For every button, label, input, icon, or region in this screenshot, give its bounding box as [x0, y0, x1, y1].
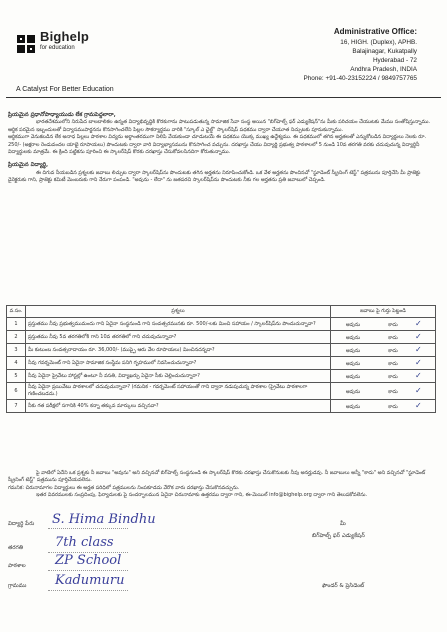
paragraph: ఆర్థికముగా వెనుకబడిన లేక అనాధ పిల్లలు పాఠశాల విద్యను అర్థాంతరముగా నిలిపి వేయకుండా చూడుటయే ఈ పథకము యొక్క ముఖ్య ఉద్దేశ్యము. ఈ పథకములో తగిన అర్హతలతో ఎన్నుకోబడిన విద్యార్థులు నెలకు రూ. 250/- (అక్షరాల రెండువందల యాభై రూపాయలు) పొందుటకు ద్వారా వారి విద్యాభ్యాసమును కొనసాగించ వచ్చును. దరఖాస్తు చేయు విద్యార్థి ప్రభుత్వ పాఠశాలలో 5 నుండి 10వ తరగతి వరకు చదువుచున్న విద్యార్థినీ విద్యార్థులకు మాత్రమే. ఈ క్రింది పట్టికను పూరించి ఈ స్కాలర్‌షిప్ కొరకు దరఖాస్తు చేసుకోవలసినదిగా కోరుతున్నాము.: [8, 134, 427, 156]
row-number: 7: [7, 400, 26, 413]
note: గమనిక: చిరునామాగల విద్యార్థులు ఈ అర్హత పరిధిలో పత్రములను నింపకూడదు వేరొక వారు దరఖాస్తు చేసుకొనవచ్చును.: [8, 484, 240, 491]
checkmark-icon: ✓: [415, 332, 422, 341]
screening-table: [6, 305, 436, 413]
village-label: గ్రామము: [8, 583, 27, 589]
note: ఇతర వివరములకు సంప్రదింపు, ఫిర్యాదులకు పై సందర్భాలమున ఏదైనా చిరునామాకు ఉత్తరము ద్వారా గాని, ఈ-మెయిల్ info@bighelp.org ద్వారా గాని తెలుపకోవలెను.: [36, 492, 368, 499]
brand-subtitle: for education: [40, 45, 75, 51]
checkmark-icon: ✓: [415, 371, 422, 380]
option-no[interactable]: కాదు: [388, 361, 398, 367]
office-line: 16, HIGH. (Duplex), APHB.: [340, 39, 417, 46]
question-text: ప్రస్తుతము నీవు ప్రభుత్వముమందు గాని ఏదైనా సంస్థనుండి గాని సంవత్సరమునకు రూ. 500/-లకు మించి సహాయం / స్కాలర్‌షిప్‌ను పొందుచున్నావా?: [26, 318, 331, 331]
option-no[interactable]: కాదు: [388, 404, 398, 410]
answer-options: [331, 370, 436, 383]
option-yes[interactable]: అవును: [345, 389, 361, 395]
answer-options: [331, 357, 436, 370]
question-text: నీకు గత పరీక్షలో సగానికి 40% కన్నా తక్కువ మార్కులు వచ్చినవా?: [26, 400, 331, 413]
checkmark-icon: ✓: [415, 345, 422, 354]
row-number: 1: [7, 318, 26, 331]
option-yes[interactable]: అవును: [345, 361, 361, 367]
option-yes[interactable]: అవును: [345, 348, 361, 354]
brand-name: Bighelp: [40, 29, 90, 44]
salutation-student: ప్రియమైన విద్యార్థి,: [8, 162, 49, 169]
option-yes[interactable]: అవును: [345, 374, 361, 380]
table-row: [7, 383, 436, 400]
option-no[interactable]: కాదు: [388, 335, 398, 341]
answer-options: [331, 400, 436, 413]
salutation: ప్రియమైన ప్రధానోపాధ్యాయుడు లేక గ్రామపెద్దలారా,: [8, 112, 116, 118]
office-line: Andhra Pradesh, INDIA: [350, 66, 417, 73]
office-phone: Phone: +91-40-23152224 / 9849757765: [303, 75, 417, 82]
option-no[interactable]: కాదు: [388, 322, 398, 328]
letter-intro: [8, 112, 437, 185]
question-text: నీవు ఏదైనా ప్రయివేటు పాఠశాలలో చదువుచున్నావా? (గమనిక - గవర్నమెంట్ సహాయంతో గాని ద్వారా నడుపుచున్న పాఠశాల (ప్రైవేటు పాఠశాలగా గణించబడదు.): [26, 383, 331, 400]
school-field[interactable]: ZP School: [55, 553, 122, 568]
table-header-row: [7, 306, 436, 318]
student-name-label: విద్యార్థి పేరు: [8, 521, 35, 527]
village-underline: [48, 590, 128, 591]
option-yes[interactable]: అవును: [345, 335, 361, 341]
signature-role: ఫౌండర్ & ప్రెసిడెంట్: [322, 583, 365, 589]
column-header: ప్రశ్నలు: [26, 306, 331, 318]
table-row: [7, 331, 436, 344]
table-row: [7, 357, 436, 370]
brand: [40, 30, 89, 52]
checkmark-icon: ✓: [415, 358, 422, 367]
row-number: 4: [7, 357, 26, 370]
answer-options: [331, 344, 436, 357]
row-number: 3: [7, 344, 26, 357]
office-address: [247, 26, 417, 83]
office-title: Administrative Office:: [333, 27, 417, 36]
checkmark-icon: ✓: [415, 401, 422, 410]
row-number: 2: [7, 331, 26, 344]
school-label: పాఠశాల: [8, 563, 26, 569]
column-header: వ.సం.: [7, 306, 26, 318]
village-field[interactable]: Kadumuru: [55, 573, 125, 588]
school-underline: [48, 570, 128, 571]
answer-options: [331, 331, 436, 344]
checkmark-icon: ✓: [415, 386, 422, 395]
column-header: జవాబు పై గుర్తు పెట్టండి: [331, 306, 436, 318]
row-number: 6: [7, 383, 26, 400]
class-label: తరగతి: [8, 545, 24, 551]
checkmark-icon: ✓: [415, 319, 422, 328]
tagline: A Catalyst For Better Education: [16, 86, 114, 93]
table-row: [7, 400, 436, 413]
option-yes[interactable]: అవును: [345, 322, 361, 328]
note: పై వాటిలో ఏదేని ఒక ప్రశ్నకు నీ జవాబు "అవును" అని వచ్చినచో బిగ్‌హెల్ప్ సంస్థనుండి ఈ స్కాలర్‌షిప్ కొరకు దరఖాస్తు చేసుకొనుటకు నీవు అనర్హుడవు. నీ జవాబులు అన్నీ "కాదు" అని వచ్చినచో "స్టూడెంట్ స్క్రీనింగ్ టెస్ట్" పత్రమును పూర్తిచేయవలెను.: [8, 470, 426, 484]
question-text: నీవు గవర్నమెంట్ గాని ఏదైనా సామాజిక సంస్థేమ పనిగి గృహములో నివసించుచున్నావా?: [26, 357, 331, 370]
option-no[interactable]: కాదు: [388, 374, 398, 380]
option-no[interactable]: కాదు: [388, 348, 398, 354]
option-no[interactable]: కాదు: [388, 389, 398, 395]
bighelp-logo-icon: [16, 34, 36, 54]
paragraph: భారతదేశములోని నిరుపేద బాలబాలికల ఉన్నత విద్యాభివృద్ధికి కొరకుగాను పాటుపడుతున్న సామాజిక సేవా సంస్థ అయిన "బిగ్‌హెల్ప్ ఫర్ ఎడ్యుకేషన్"ను మీకు పరిచయం చేయుటకు మేము సంతోషిస్తున్నాము. ఆర్థిక పరమైన ఇబ్బందులతో విద్యాసముపార్జనను కొనసాగించలేని పిల్లల సౌకర్యార్థము వారికి "స్కూల్ ఎ ఛైల్డ్" స్కాలర్‌షిప్ పథకము ద్వారా చేయూత నిచ్చుటకు పూనుకున్నాము.: [8, 119, 431, 133]
signature-organization: బిగ్‌హెల్ప్ ఫర్ ఎడ్యుకేషన్: [312, 533, 365, 539]
office-line: Hyderabad - 72: [372, 57, 417, 64]
office-line: Balajinagar, Kukatpally: [352, 48, 417, 55]
answer-options: [331, 318, 436, 331]
paragraph: ఈ దిగువ నీయబడిన ప్రశ్నలకు జవాబు లిచ్చుట ద్వారా స్కాలర్‌షిప్‌ను పొందుటకు తగిన అర్హతను నిరూపించుకోండి. ఒక వేళ అర్హతను పొందినచో "స్టూడెంట్ స్క్రీనింగ్ టెస్ట్" పత్రమును పూర్తిచేసి మీ ప్రాజెక్టు డైరెక్టరుకు గాని, ప్రాజెక్టు కమిటీ మెంబరుకు గాని నేరుగా పంపండి. "అవును - లేదా" ను జతపరచి స్కాలర్‌షిప్‌ను పొందుటకు నీకు గల అర్హతను ప్రతి జవాబులో చెప్పండి.: [8, 169, 421, 184]
table-row: [7, 318, 436, 331]
table-row: [7, 344, 436, 357]
class-field[interactable]: 7th class: [55, 535, 114, 550]
name-underline: [48, 528, 128, 529]
signature-salutation: మీ: [340, 521, 346, 527]
table-row: [7, 370, 436, 383]
notes: [8, 470, 437, 500]
row-number: 5: [7, 370, 26, 383]
question-text: మీ కుటుంబ సంవత్సరాదాయం రూ. 36,000/- (ముప్పై ఆరు వేల రూపాయలు) మించినదన్నదా?: [26, 344, 331, 357]
option-yes[interactable]: అవును: [345, 404, 361, 410]
question-text: ప్రస్తుతము నీవు 5వ తరగతిలోకి గాని 10వ తరగతిలో గాని చదువుచున్నావా?: [26, 331, 331, 344]
student-name-field[interactable]: S. Hima Bindhu: [52, 512, 156, 527]
question-text: నీవు ఏదైనా ప్రైవేటు హాస్టల్లో ఉంటూ నీ వసతి, విద్యాఖర్చు ఏదైనా సీకు చెల్లించుచున్నారా?: [26, 370, 331, 383]
header-divider: [6, 97, 441, 98]
answer-options: [331, 383, 436, 400]
